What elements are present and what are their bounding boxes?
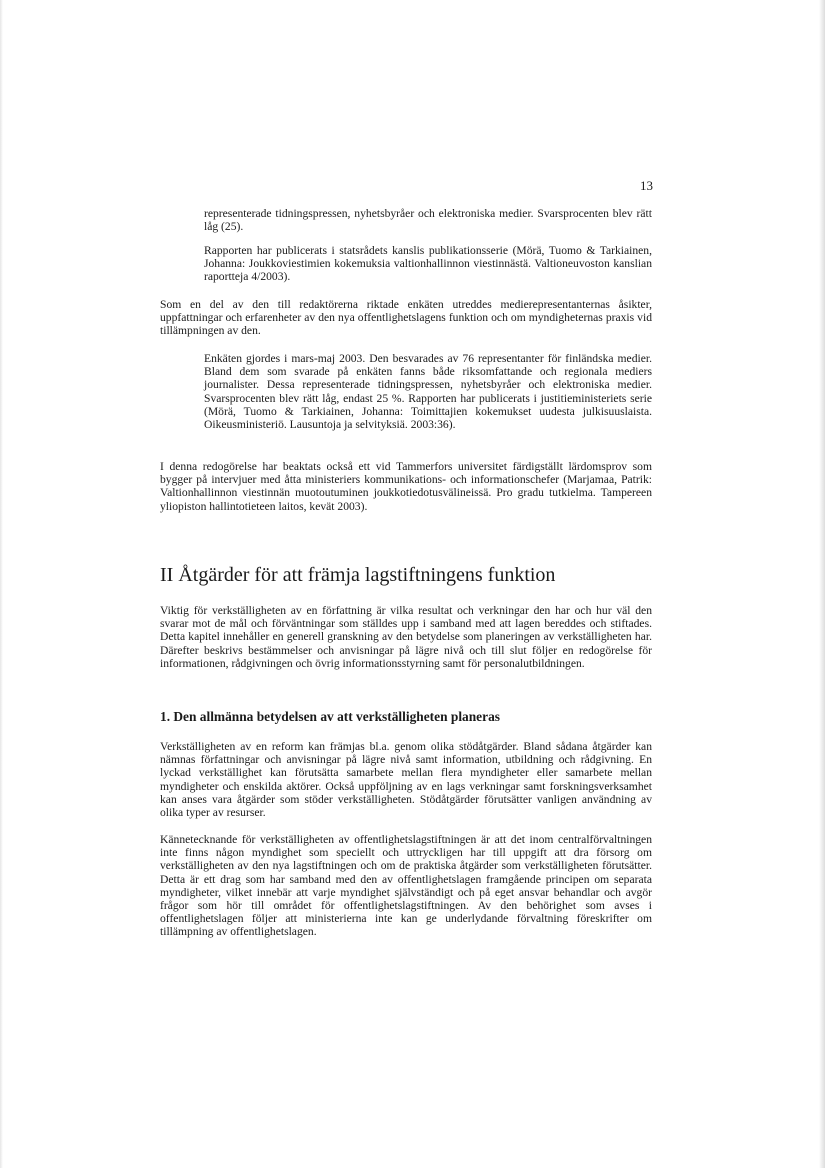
section-heading: 1. Den allmänna betydelsen av att verkställigheten planeras: [160, 709, 500, 724]
body-paragraph-2: I denna redogörelse har beaktats också ett vid Tammerfors universitet färdigställt lärdomsprov som bygger på intervjuer med åtta ministeriers kommunikations- och informationschefer (Marjamaa, Patrik: Valtionhallinnon viestinnän muotoutuminen joukkotiedotusvälineissä. Pro gradu tutkielma. Tampereen yliopiston hallintotieteen laitos, kevät 2003).: [160, 460, 652, 513]
indented-paragraph-2: Rapporten har publicerats i statsrådets kanslis publikationsserie (Mörä, Tuomo & Tarkiainen, Johanna: Joukkoviestimien kokemuksia valtionhallinnon viestinnästä. Valtioneuvoston kanslian raportteja 4/2003).: [204, 244, 652, 284]
body-paragraph-5: Kännetecknande för verkställigheten av offentlighetslagstiftningen är att det inom centralförvaltningen inte finns någon myndighet som speciellt och uttryckligen har till uppgift att dra försorg om verkställigheten av den nya lagstiftningen och om de praktiska åtgärder som verkställigheten förutsätter. Detta är ett drag som har samband med den av offentlighetslagen framgående principen om separata myndigheter, vilket innebär att varje myndighet självständigt och på eget ansvar behandlar och avgör frågor som hör till området för offentlighetslagstiftningen. Av den behörighet som avses i offentlighetslagen följer att ministerierna inte kan ge underlydande förvaltning föreskrifter om tillämpning av offentlighetslagen.: [160, 833, 652, 939]
body-paragraph-4: Verkställigheten av en reform kan främjas bl.a. genom olika stödåtgärder. Bland sådana åtgärder kan nämnas författningar och anvisningar på lägre nivå samt information, utbildning och rådgivning. En lyckad verkställighet kan förutsätta samarbete mellan flera myndigheter eller samarbete mellan myndigheter och enskilda aktörer. Också uppföljning av en lags verkningar samt forskningsverksamhet kan anses vara åtgärder som stöder verkställigheten. Stödåtgärder förutsätter vanligen användning av olika typer av resurser.: [160, 740, 652, 820]
body-paragraph-3: Viktig för verkställigheten av en författning är vilka resultat och verkningar den har och hur väl den svarar mot de mål och förväntningar som ställdes upp i samband med att lagen bereddes och stiftades. Detta kapitel innehåller en generell granskning av den betydelse som planeringen av verkställigheten har. Därefter beskrivs bestämmelser och anvisningar på lägre nivå och till slut följer en redogörelse för informationen, rådgivningen och övrig informationsstyrning samt för personalutbildningen.: [160, 604, 652, 670]
body-paragraph-1: Som en del av den till redaktörerna riktade enkäten utreddes medierepresentanternas åsikter, uppfattningar och erfarenheter av den nya offentlighetslagens funktion och om myndigheternas praxis vid tillämpningen av den.: [160, 298, 652, 338]
page-number: 13: [640, 178, 653, 193]
scan-edge-right: [819, 0, 825, 1168]
scan-edge-left: [0, 0, 3, 1168]
chapter-heading: II Åtgärder för att främja lagstiftningens funktion: [160, 564, 556, 586]
indented-paragraph-3: Enkäten gjordes i mars-maj 2003. Den besvarades av 76 representanter för finländska medier. Bland dem som svarade på enkäten fanns både riksomfattande och regionala mediers journalister. Dessa representerade tidningspressen, nyhetsbyråer och elektroniska medier. Svarsprocenten blev rätt låg, endast 25 %. Rapporten har publicerats i justitieministeriets serie (Mörä, Tuomo & Tarkiainen, Johanna: Toimittajien kokemukset uudesta julkisuuslaista. Oikeusministeriö. Lausuntoja ja selvityksiä. 2003:36).: [204, 352, 652, 432]
indented-paragraph-1: representerade tidningspressen, nyhetsbyråer och elektroniska medier. Svarsprocenten blev rätt låg (25).: [204, 207, 652, 234]
